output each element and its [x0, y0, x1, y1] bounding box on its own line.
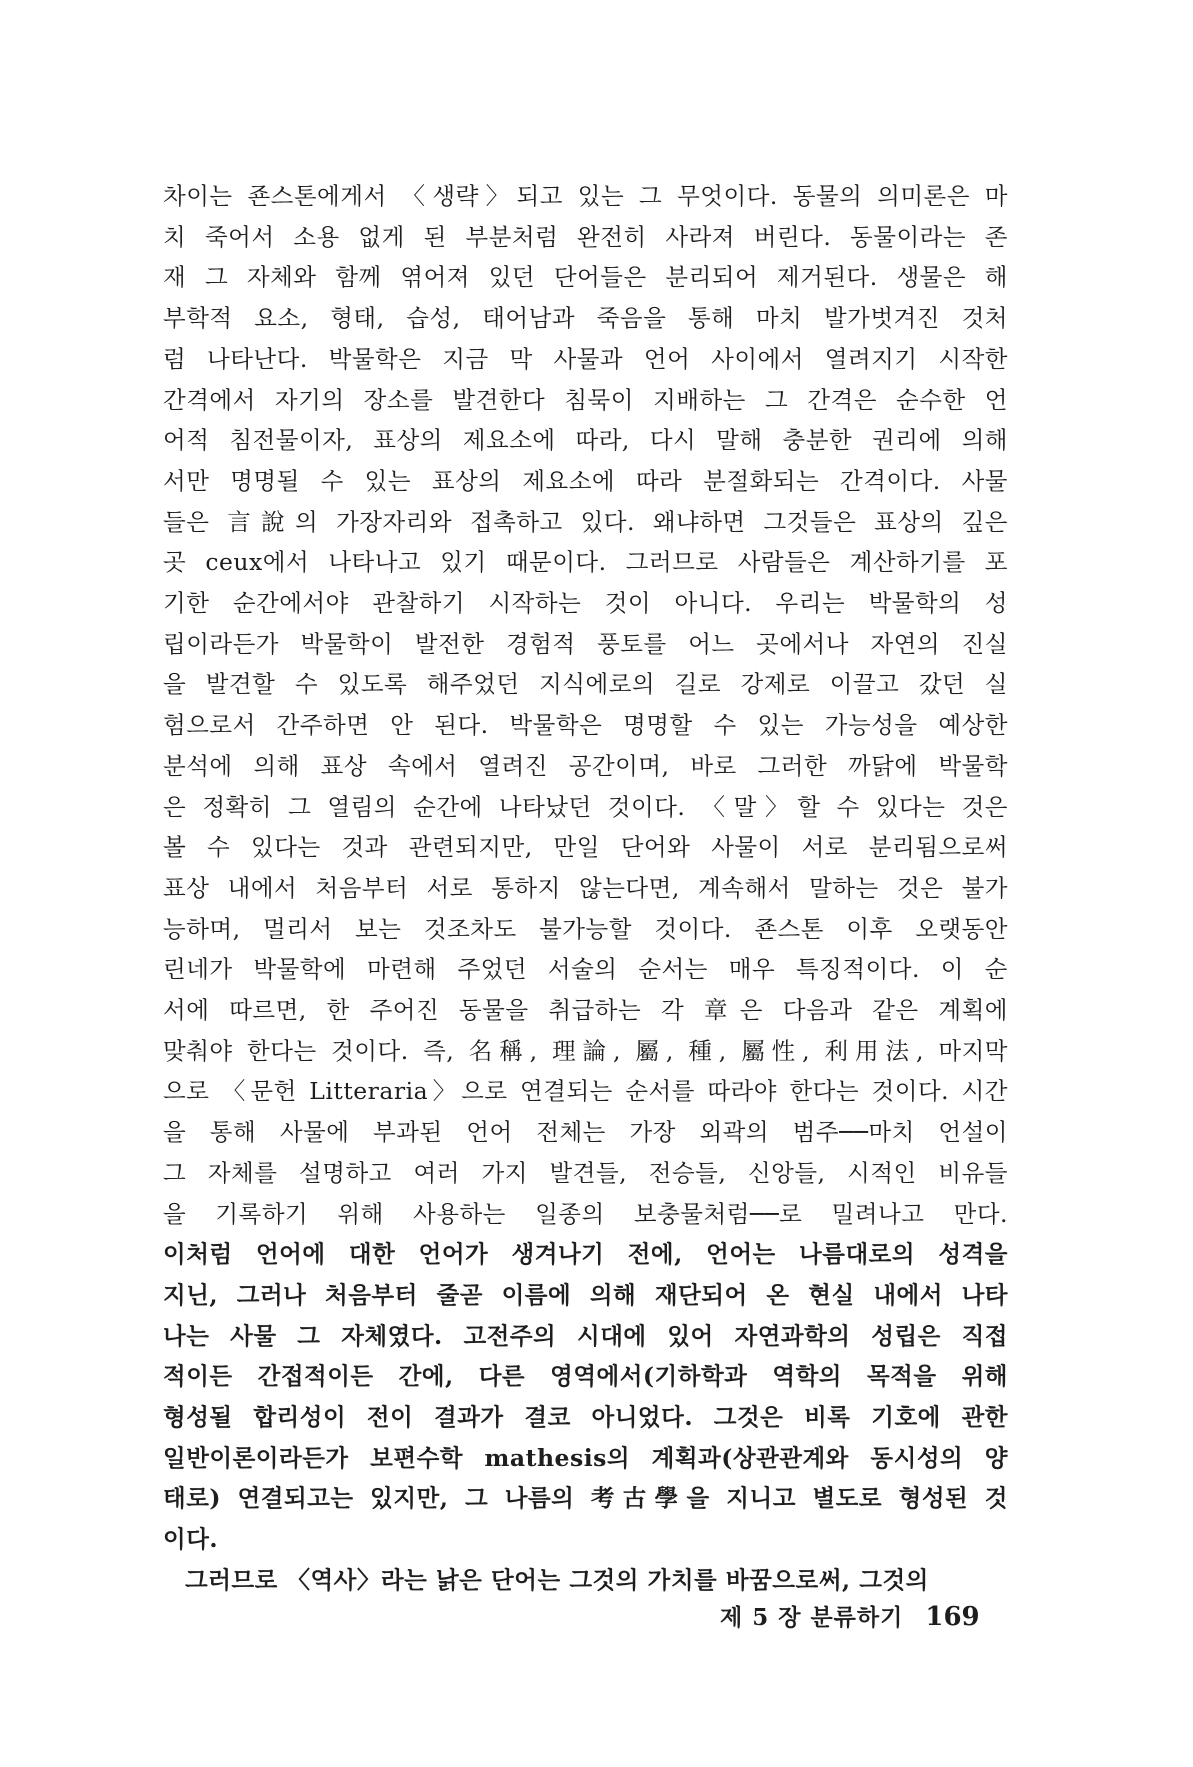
text-line: 곳 ceux에서 나타나고 있기 때문이다. 그러므로 사람들은 계산하기를 포 — [163, 548, 1008, 577]
text-line: 일반이론이라든가 보편수학 mathesis의 계획과(상관관계와 동시성의 양 — [163, 1443, 1008, 1472]
text-line: 볼 수 있다는 것과 관련되지만, 만일 단어와 사물이 서로 분리됨으로써 — [163, 833, 1008, 862]
text-line: 분석에 의해 표상 속에서 열려진 공간이며, 바로 그러한 까닭에 박물학 — [163, 751, 1008, 780]
text-line: 을 기록하기 위해 사용하는 일종의 보충물처럼──로 밀려나고 만다. — [163, 1199, 1008, 1228]
text-line: 부학적 요소, 형태, 습성, 태어남과 죽음을 통해 마치 발가벗겨진 것처 — [163, 304, 1008, 333]
text-line: 지닌, 그러나 처음부터 줄곧 이름에 의해 재단되어 온 현실 내에서 나타 — [163, 1280, 1008, 1309]
text-line: 럼 나타난다. 박물학은 지금 막 사물과 언어 사이에서 열려지기 시작한 — [163, 344, 1008, 373]
text-line: 이다. — [163, 1525, 219, 1554]
text-line: 험으로서 간주하면 안 된다. 박물학은 명명할 수 있는 가능성을 예상한 — [163, 711, 1008, 740]
text-line: 이처럼 언어에 대한 언어가 생겨나기 전에, 언어는 나름대로의 성격을 — [163, 1240, 1008, 1269]
text-line: 립이라든가 박물학이 발전한 경험적 풍토를 어느 곳에서나 자연의 진실 — [163, 629, 1008, 658]
page-footer — [720, 1599, 1010, 1635]
text-line: 능하며, 멀리서 보는 것조차도 불가능할 것이다. 죤스톤 이후 오랫동안 — [163, 914, 1008, 943]
page-number: 169 — [925, 1602, 980, 1632]
text-line: 나는 사물 그 자체였다. 고전주의 시대에 있어 자연과학의 성립은 직접 — [163, 1321, 1008, 1350]
text-line: 적이든 간접적이든 간에, 다른 영역에서(기하학과 역학의 목적을 위해 — [163, 1362, 1008, 1391]
text-line: 서만 명명될 수 있는 표상의 제요소에 따라 분절화되는 간격이다. 사물 — [163, 466, 1008, 495]
text-line: 은 정확히 그 열림의 순간에 나타났던 것이다. 〈말〉할 수 있다는 것은 — [163, 792, 1008, 821]
text-line: 기한 순간에서야 관찰하기 시작하는 것이 아니다. 우리는 박물학의 성 — [163, 589, 1008, 617]
text-line: 치 죽어서 소용 없게 된 부분처럼 완전히 사라져 버린다. 동물이라는 존 — [163, 222, 1008, 251]
chapter-title: 제 5 장 분류하기 — [720, 1604, 904, 1631]
text-line: 형성될 합리성이 전이 결과가 결코 아니었다. 그것은 비록 기호에 관한 — [163, 1403, 1008, 1431]
text-line: 을 통해 사물에 부과된 언어 전체는 가장 외곽의 범주──마치 언설이 — [163, 1118, 1008, 1147]
text-line: 을 발견할 수 있도록 해주었던 지식에로의 길로 강제로 이끌고 갔던 실 — [163, 670, 1008, 699]
text-line: 맞춰야 한다는 것이다. 즉, 名稱, 理論, 屬, 種, 屬性, 利用法, 마지막 — [163, 1036, 1008, 1065]
text-line: 서에 따르면, 한 주어진 동물을 취급하는 각 章은 다음과 같은 계획에 — [163, 996, 1008, 1024]
text-line: 차이는 죤스톤에게서 〈생략〉되고 있는 그 무엇이다. 동물의 의미론은 마 — [163, 182, 1008, 210]
text-line: 간격에서 자기의 장소를 발견한다 침묵이 지배하는 그 간격은 순수한 언 — [163, 385, 1008, 414]
text-line: 들은 言說의 가장자리와 접촉하고 있다. 왜냐하면 그것들은 표상의 깊은 — [163, 507, 1008, 536]
text-line: 그러므로 〈역사〉라는 낡은 단어는 그것의 가치를 바꿈으로써, 그것의 — [185, 1565, 929, 1594]
text-line: 으로 〈문헌 Litteraria〉으로 연결되는 순서를 따라야 한다는 것이다. 시간 — [163, 1077, 1008, 1106]
text-line: 그 자체를 설명하고 여러 가지 발견들, 전승들, 신앙들, 시적인 비유들 — [163, 1158, 1008, 1187]
text-line: 표상 내에서 처음부터 서로 통하지 않는다면, 계속해서 말하는 것은 불가 — [163, 873, 1008, 902]
text-line: 태로) 연결되고는 있지만, 그 나름의 考古學을 지니고 별도로 형성된 것 — [163, 1484, 1008, 1513]
text-line: 린네가 박물학에 마련해 주었던 서술의 순서는 매우 특징적이다. 이 순 — [163, 955, 1008, 984]
text-line: 재 그 자체와 함께 엮어져 있던 단어들은 분리되어 제거된다. 생물은 해 — [163, 263, 1008, 292]
text-line: 어적 침전물이자, 표상의 제요소에 따라, 다시 말해 충분한 권리에 의해 — [163, 426, 1009, 455]
